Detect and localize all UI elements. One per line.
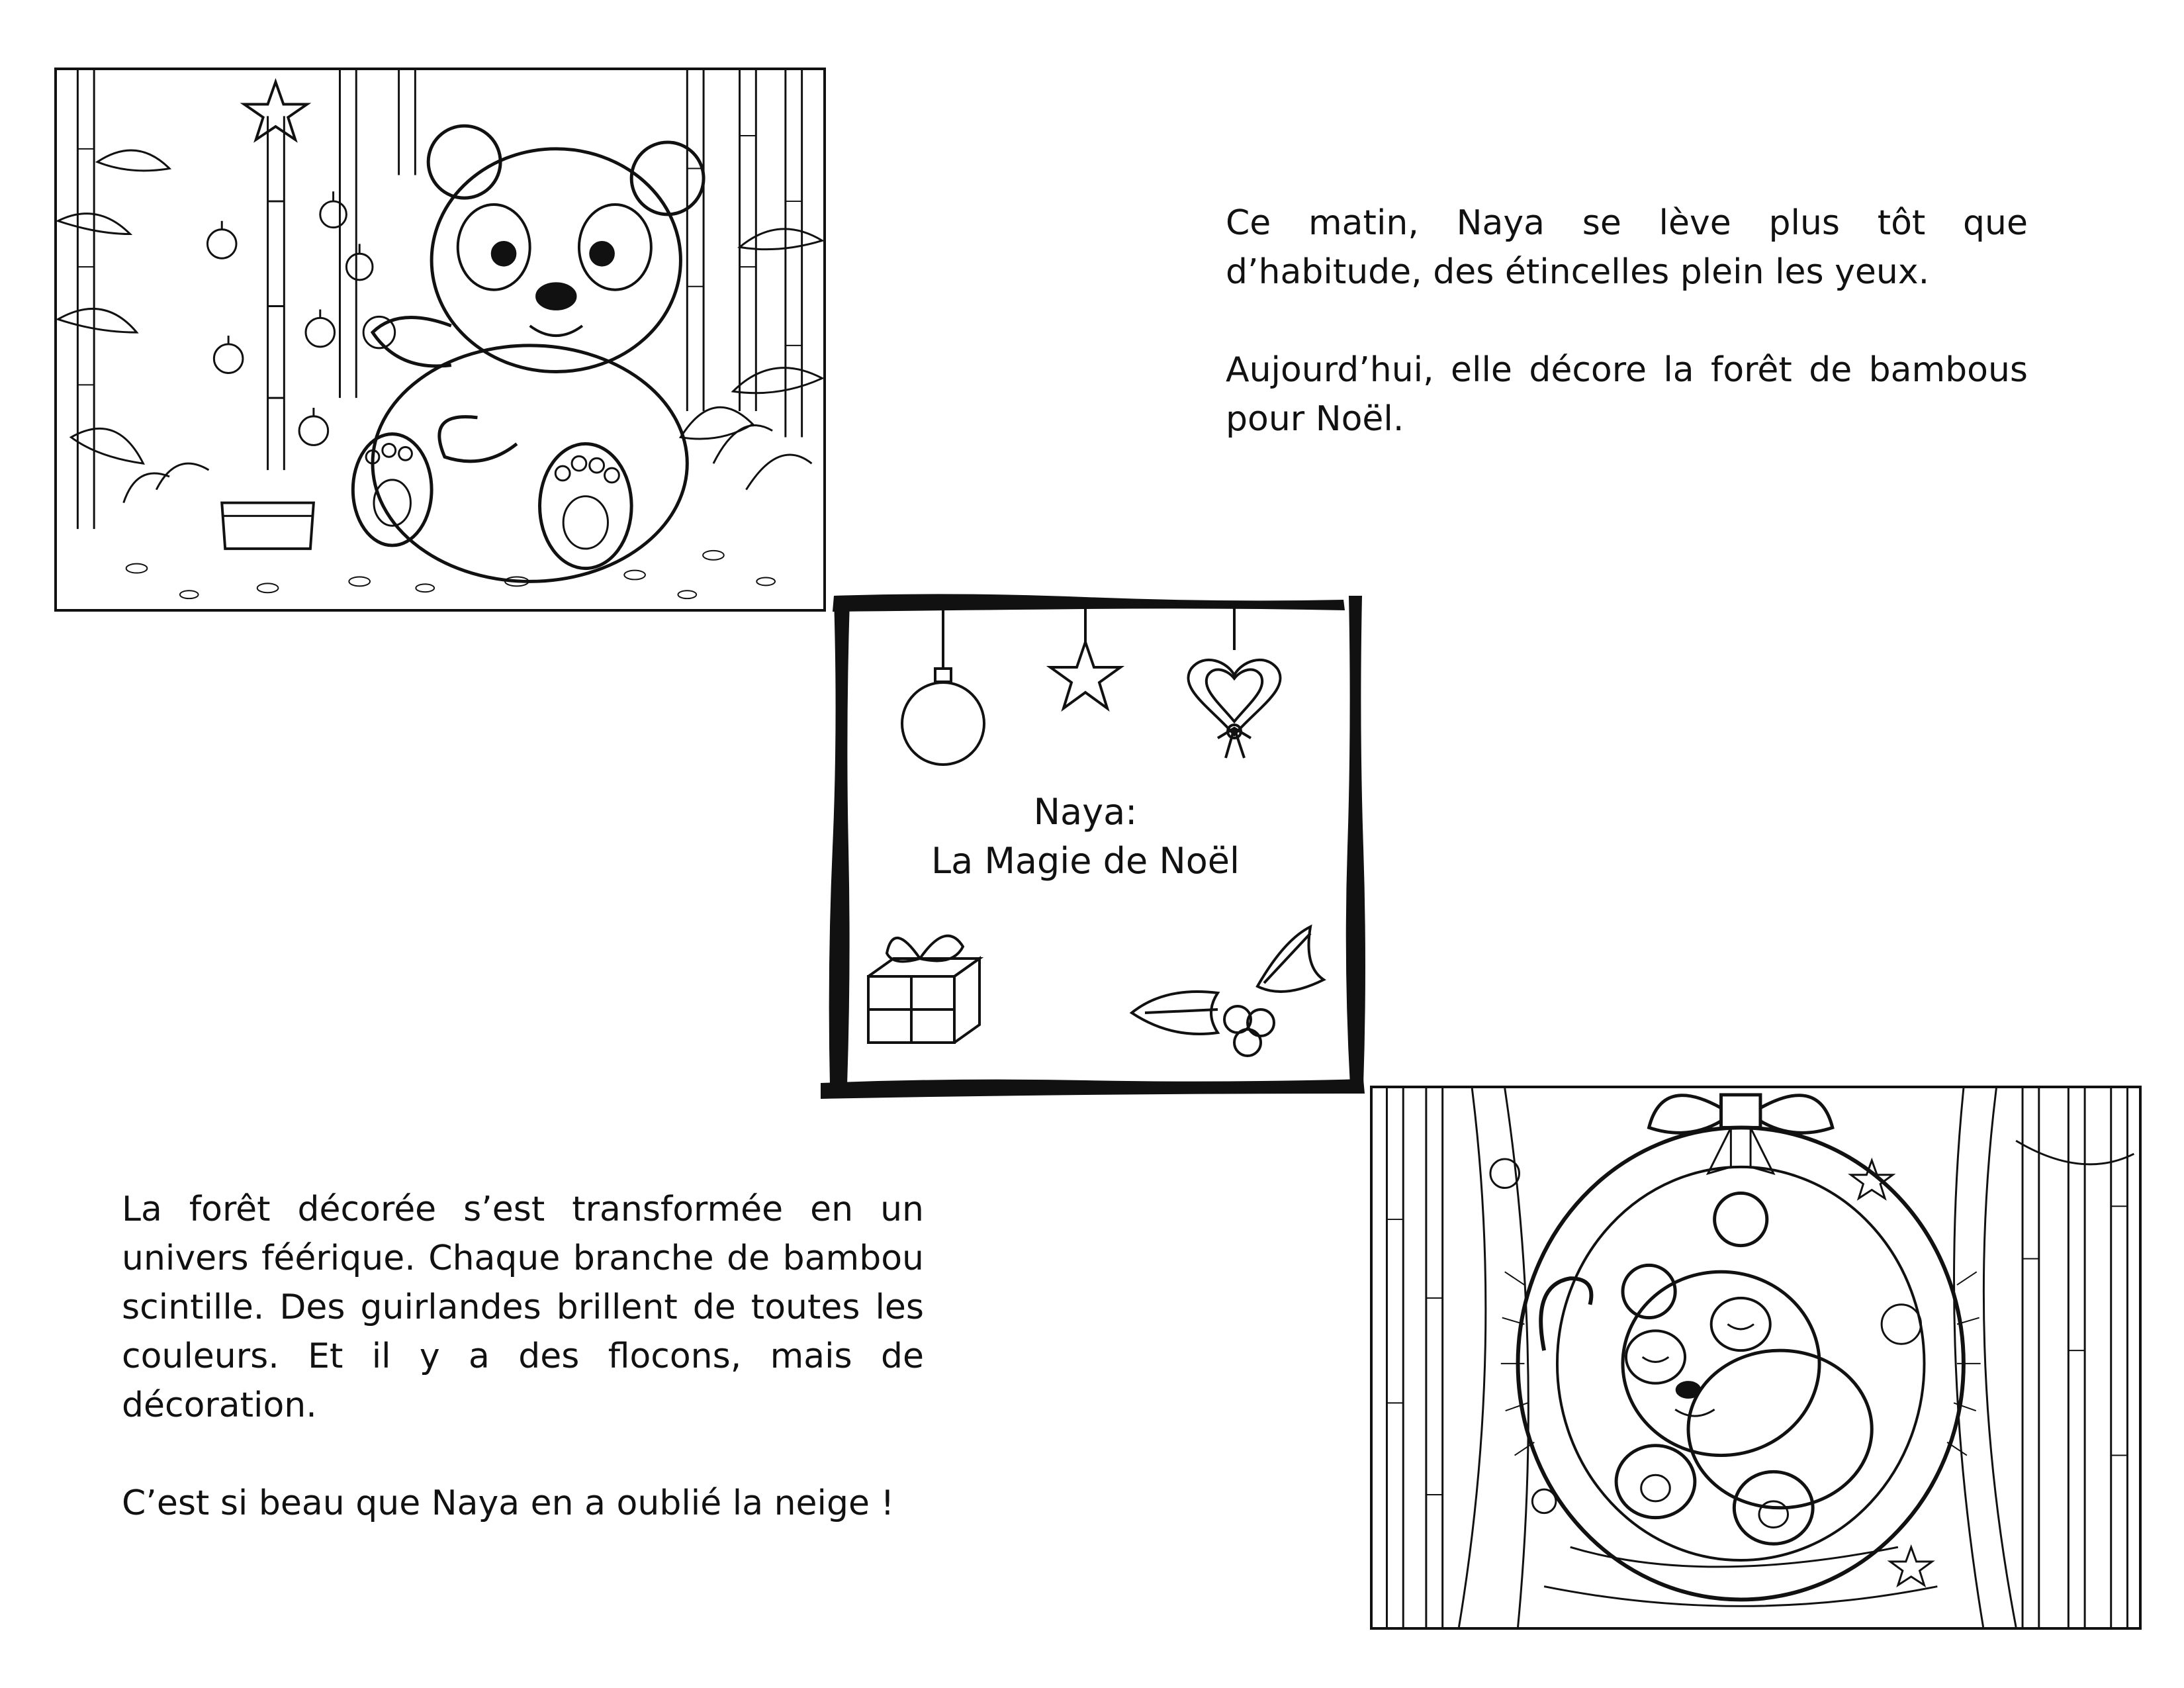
gift-icon (868, 936, 979, 1043)
holly-icon (1132, 927, 1324, 1056)
ball-ornament-icon (902, 602, 984, 765)
story-text (122, 1185, 924, 1528)
story-paragraph-2: C’est si beau que Naya en a oublié la neige ! (122, 1483, 895, 1523)
panda-sleeping-in-wreath-image (1373, 1088, 2139, 1627)
book-title (821, 788, 1350, 886)
title-box (821, 596, 1350, 1086)
panda-decorating-bamboo-tree-image (57, 70, 823, 609)
intro-text (1226, 199, 2028, 444)
heart-ornament-icon (1188, 602, 1280, 758)
intro-paragraph-2: Aujourd’hui, elle décore la forêt de bambous pour Noël. (1226, 350, 2028, 439)
illustration-panda-sleeping (1370, 1086, 2142, 1630)
title-line-2: La Magie de Noël (931, 840, 1240, 882)
story-paragraph-1: La forêt décorée s’est transformée en un univers féérique. Chaque branche de bambou scintille. Des guirlandes brillent de toutes les couleurs. Et il y a des flocons, mais de décoration. (122, 1190, 924, 1425)
star-ornament-icon (1050, 602, 1120, 708)
title-line-1: Naya: (1033, 791, 1138, 833)
intro-paragraph-1: Ce matin, Naya se lève plus tôt que d’habitude, des étincelles plein les yeux. (1226, 203, 2028, 292)
illustration-panda-decorating (54, 68, 826, 612)
